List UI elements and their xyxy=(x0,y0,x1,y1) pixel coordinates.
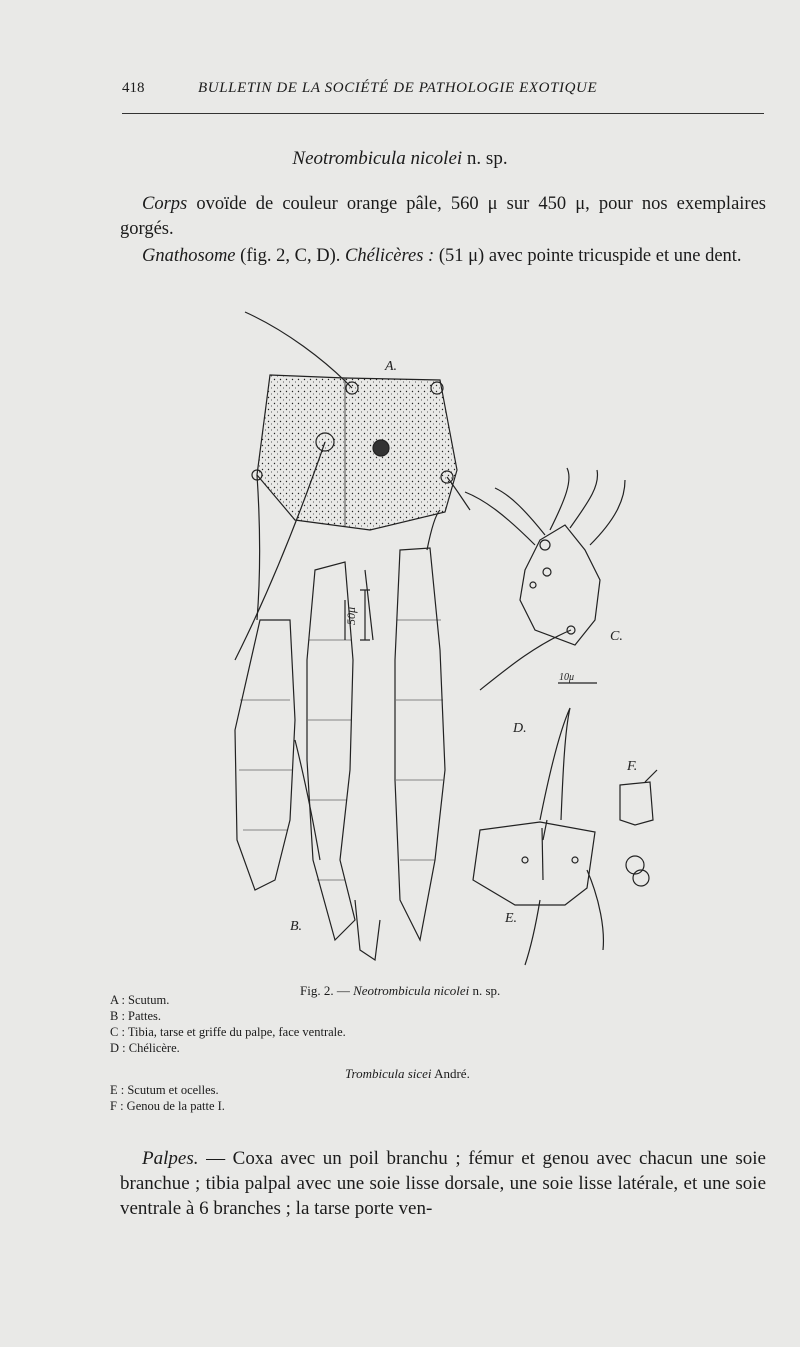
figure-subtitle xyxy=(345,1066,470,1082)
label-c: C. xyxy=(610,629,623,644)
legs-b-drawing xyxy=(235,510,445,960)
legend-bottom xyxy=(110,1082,225,1114)
subtitle-author: André. xyxy=(431,1066,470,1081)
caption-suffix: n. sp. xyxy=(469,983,501,998)
figure-drawing xyxy=(195,300,775,980)
label-f: F. xyxy=(627,759,638,774)
caption-species: Neotrombicula nicolei xyxy=(353,983,470,998)
para2-lead2: Chélicères : xyxy=(344,246,435,266)
para3-text: — Coxa avec un poil branchu ; fémur et genou avec chacun une soie branchue ; tibia palpal avec une soie lisse dorsale, une soie lisse latérale, et une soie ventrale à 6 branches ; la tarse porte ven- xyxy=(120,1148,766,1219)
para1-lead: Corps xyxy=(142,194,188,214)
subtitle-species: Trombicula sicei xyxy=(345,1066,432,1081)
para2-text: (fig. 2, C, D). xyxy=(235,246,345,266)
label-scale-10: 10μ xyxy=(559,672,575,683)
legend-item: C : Tibia, tarse et griffe du palpe, face ventrale. xyxy=(110,1025,346,1039)
label-e: E. xyxy=(505,911,518,926)
label-a: A. xyxy=(385,359,398,374)
genou-f-drawing xyxy=(620,770,657,825)
paragraph-palpes xyxy=(120,1146,766,1221)
caption-prefix: Fig. 2. — xyxy=(300,983,354,998)
para1-text: ovoïde de couleur orange pâle, 560 μ sur 450 μ, pour nos exemplaires gorgés. xyxy=(120,194,766,239)
title-suffix: n. sp. xyxy=(462,148,508,169)
figure-2 xyxy=(195,300,775,980)
label-scale-50: 50μ xyxy=(344,606,358,625)
page-number: 418 xyxy=(122,80,145,96)
legend-item: B : Pattes. xyxy=(110,1009,162,1023)
para2-lead: Gnathosome xyxy=(142,246,236,266)
section-title xyxy=(0,148,800,170)
header-rule xyxy=(122,113,764,114)
legend-item: D : Chélicère. xyxy=(110,1041,180,1055)
label-b: B. xyxy=(290,919,303,934)
palp-c-drawing xyxy=(465,468,625,690)
title-species: Neotrombicula nicolei xyxy=(292,148,463,169)
scutum-e-drawing xyxy=(473,822,649,965)
para3-lead: Palpes. xyxy=(142,1148,199,1169)
legend-item: E : Scutum et ocelles. xyxy=(110,1083,219,1097)
label-d: D. xyxy=(513,721,527,736)
paragraph-gnathosome xyxy=(120,244,766,269)
page-header xyxy=(122,80,764,104)
chelicera-d-drawing xyxy=(540,708,570,840)
paragraph-corps xyxy=(120,192,766,242)
running-title: BULLETIN DE LA SOCIÉTÉ DE PATHOLOGIE EXOTIQUE xyxy=(198,80,598,96)
para2-text2: (51 μ) avec pointe tricuspide et une dent. xyxy=(434,246,742,266)
legend-item: F : Genou de la patte I. xyxy=(110,1099,225,1113)
legend-top xyxy=(110,992,346,1056)
legend-item: A : Scutum. xyxy=(110,993,170,1007)
